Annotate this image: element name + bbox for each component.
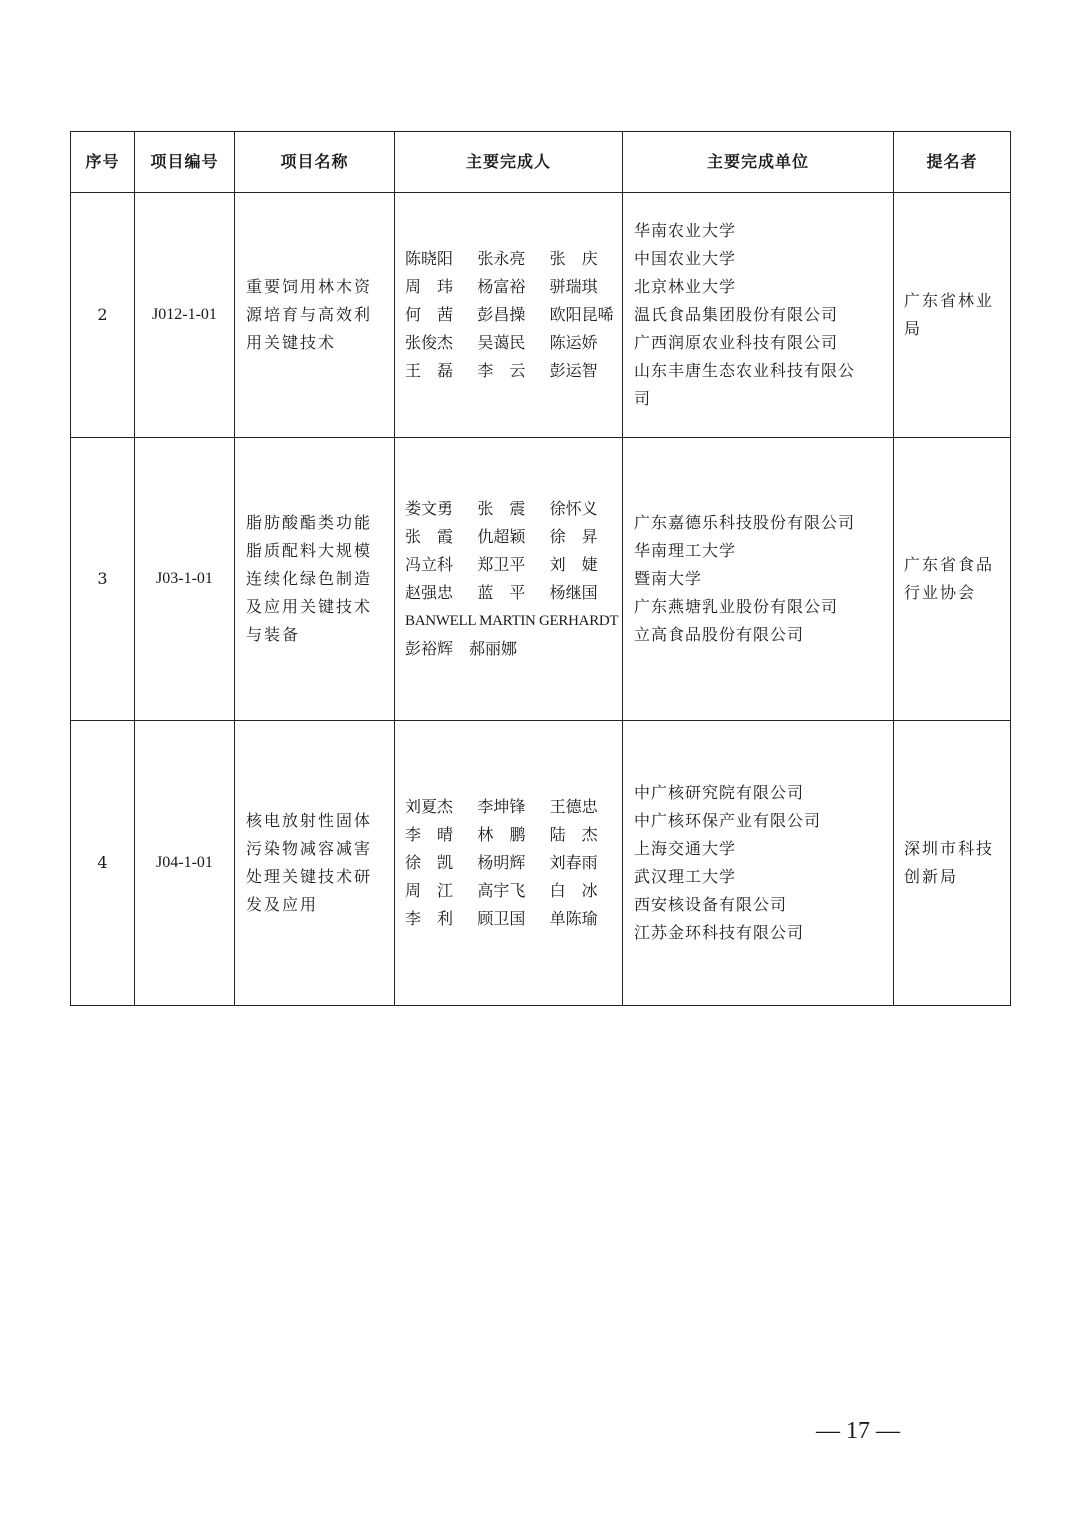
- people-cell: [395, 721, 623, 1006]
- person-name: 欧阳昆唏: [549, 305, 614, 324]
- nominator-line: 创新局: [904, 867, 959, 886]
- person-name: 娄文勇: [405, 499, 454, 518]
- nominator-cell: [894, 438, 1011, 721]
- code-cell: J012-1-01: [135, 193, 235, 438]
- unit-line: 暨南大学: [634, 569, 703, 588]
- person-name: 王德忠: [549, 797, 598, 816]
- person-name: 刘夏杰: [405, 797, 454, 816]
- nominator-line: 广东省食品: [904, 555, 995, 574]
- header-units: 主要完成单位: [623, 132, 894, 193]
- project-name-cell: [235, 721, 395, 1006]
- project-name-line: 用关键技术: [246, 333, 337, 352]
- unit-line: 中广核环保产业有限公司: [634, 811, 822, 830]
- code-cell: J04-1-01: [135, 721, 235, 1006]
- person-name: 张俊杰: [405, 333, 454, 352]
- person-name: 冯立科: [405, 555, 454, 574]
- people-line: [405, 245, 622, 273]
- project-name-cell: [235, 193, 395, 438]
- people-cell: [395, 193, 623, 438]
- unit-line: 华南农业大学: [634, 221, 737, 240]
- person-name: 王 磊: [405, 361, 454, 380]
- unit-line: 西安核设备有限公司: [634, 895, 788, 914]
- person-name: 李 利: [405, 909, 454, 928]
- project-name-line: 处理关键技术研: [246, 867, 373, 886]
- table-row: [71, 438, 1011, 721]
- project-name-line: 脂质配料大规模: [246, 541, 373, 560]
- person-name: 刘 婕: [549, 555, 598, 574]
- project-name-line: 及应用关键技术: [246, 597, 373, 616]
- unit-line: 江苏金环科技有限公司: [634, 923, 805, 942]
- code-cell: J03-1-01: [135, 438, 235, 721]
- person-name: 陈运娇: [549, 333, 598, 352]
- header-nominator: 提名者: [894, 132, 1011, 193]
- people-cell: [395, 438, 623, 721]
- unit-line: 温氏食品集团股份有限公司: [634, 305, 839, 324]
- person-name: 何 茜: [405, 305, 454, 324]
- header-seq: 序号: [71, 132, 135, 193]
- nominator-cell: [894, 193, 1011, 438]
- person-name: 李坤锋: [477, 797, 526, 816]
- person-name: 李 晴: [405, 825, 454, 844]
- unit-line: 武汉理工大学: [634, 867, 737, 886]
- person-name: 杨富裕: [477, 277, 526, 296]
- project-name-cell: [235, 438, 395, 721]
- units-cell: [623, 721, 894, 1006]
- project-name-line: 连续化绿色制造: [246, 569, 373, 588]
- award-table: [70, 131, 1011, 1006]
- project-name-line: 与装备: [246, 625, 301, 644]
- nominator-line: 深圳市科技: [904, 839, 995, 858]
- page-number: — 17 —: [816, 1418, 900, 1444]
- person-name: 杨继国: [549, 583, 598, 602]
- person-name: 林 鹏: [477, 825, 526, 844]
- project-name-line: 重要饲用林木资: [246, 277, 373, 296]
- header-code: 项目编号: [135, 132, 235, 193]
- seq-cell: 4: [71, 721, 135, 1006]
- person-name: 白 冰: [549, 881, 598, 900]
- people-line: [405, 849, 622, 877]
- person-name: 徐 昇: [549, 527, 598, 546]
- person-name: 陈晓阳: [405, 249, 454, 268]
- person-name: 杨明辉: [477, 853, 526, 872]
- unit-line: 华南理工大学: [634, 541, 737, 560]
- person-name: 吴蔼民: [477, 333, 526, 352]
- seq-cell: 3: [71, 438, 135, 721]
- unit-line: 北京林业大学: [634, 277, 737, 296]
- people-line: [405, 301, 622, 329]
- person-name: 陆 杰: [549, 825, 598, 844]
- nominator-cell: [894, 721, 1011, 1006]
- people-line: [405, 329, 622, 357]
- person-name: 单陈瑜: [549, 909, 598, 928]
- unit-line: 山东丰唐生态农业科技有限公: [634, 361, 856, 380]
- people-line: [405, 523, 622, 551]
- header-name: 项目名称: [235, 132, 395, 193]
- units-cell: [623, 438, 894, 721]
- people-extra-line: 彭裕辉 郝丽娜: [405, 639, 518, 658]
- people-line: [405, 579, 622, 607]
- project-name-line: 发及应用: [246, 895, 319, 914]
- person-name: 周 玮: [405, 277, 454, 296]
- people-line: [405, 273, 622, 301]
- unit-line: 立高食品股份有限公司: [634, 625, 805, 644]
- person-name: 彭昌操: [477, 305, 526, 324]
- person-name: 骈瑞琪: [549, 277, 598, 296]
- people-line: [405, 821, 622, 849]
- person-name: 顾卫国: [477, 909, 526, 928]
- table-row: [71, 721, 1011, 1006]
- person-name: 李 云: [477, 361, 526, 380]
- person-name: 高宇飞: [477, 881, 526, 900]
- table-header-row: [71, 132, 1011, 193]
- unit-line: 中国农业大学: [634, 249, 737, 268]
- person-name: 赵强忠: [405, 583, 454, 602]
- person-name: 周 江: [405, 881, 454, 900]
- project-name-line: 污染物减容减害: [246, 839, 373, 858]
- unit-line: 上海交通大学: [634, 839, 737, 858]
- person-name: 徐怀义: [549, 499, 598, 518]
- seq-cell: 2: [71, 193, 135, 438]
- people-line: [405, 551, 622, 579]
- people-line: [405, 495, 622, 523]
- header-people: 主要完成人: [395, 132, 623, 193]
- nominator-line: 行业协会: [904, 583, 977, 602]
- person-name: 张永亮: [477, 249, 526, 268]
- person-name: 仇超颖: [477, 527, 526, 546]
- people-line: [405, 793, 622, 821]
- unit-line: 广西润原农业科技有限公司: [634, 333, 839, 352]
- project-name-line: 核电放射性固体: [246, 811, 373, 830]
- project-name-line: 脂肪酸酯类功能: [246, 513, 373, 532]
- person-name: 徐 凯: [405, 853, 454, 872]
- unit-line: 中广核研究院有限公司: [634, 783, 805, 802]
- person-name: 彭运智: [549, 361, 598, 380]
- nominator-line: 广东省林业: [904, 291, 995, 310]
- unit-line: 广东燕塘乳业股份有限公司: [634, 597, 839, 616]
- person-name: 张 庆: [549, 249, 598, 268]
- person-name: 郑卫平: [477, 555, 526, 574]
- nominator-line: 局: [904, 319, 923, 338]
- person-name: 张 震: [477, 499, 526, 518]
- people-line: [405, 877, 622, 905]
- people-line: [405, 905, 622, 933]
- table-row: [71, 193, 1011, 438]
- unit-line: 广东嘉德乐科技股份有限公司: [634, 513, 856, 532]
- unit-line: 司: [634, 389, 652, 408]
- project-name-line: 源培育与高效利: [246, 305, 373, 324]
- units-cell: [623, 193, 894, 438]
- person-name: 蓝 平: [477, 583, 526, 602]
- person-name: 张 霞: [405, 527, 454, 546]
- person-name: 刘春雨: [549, 853, 598, 872]
- people-line: [405, 357, 622, 385]
- people-extra-line: BANWELL MARTIN GERHARDT: [405, 613, 619, 629]
